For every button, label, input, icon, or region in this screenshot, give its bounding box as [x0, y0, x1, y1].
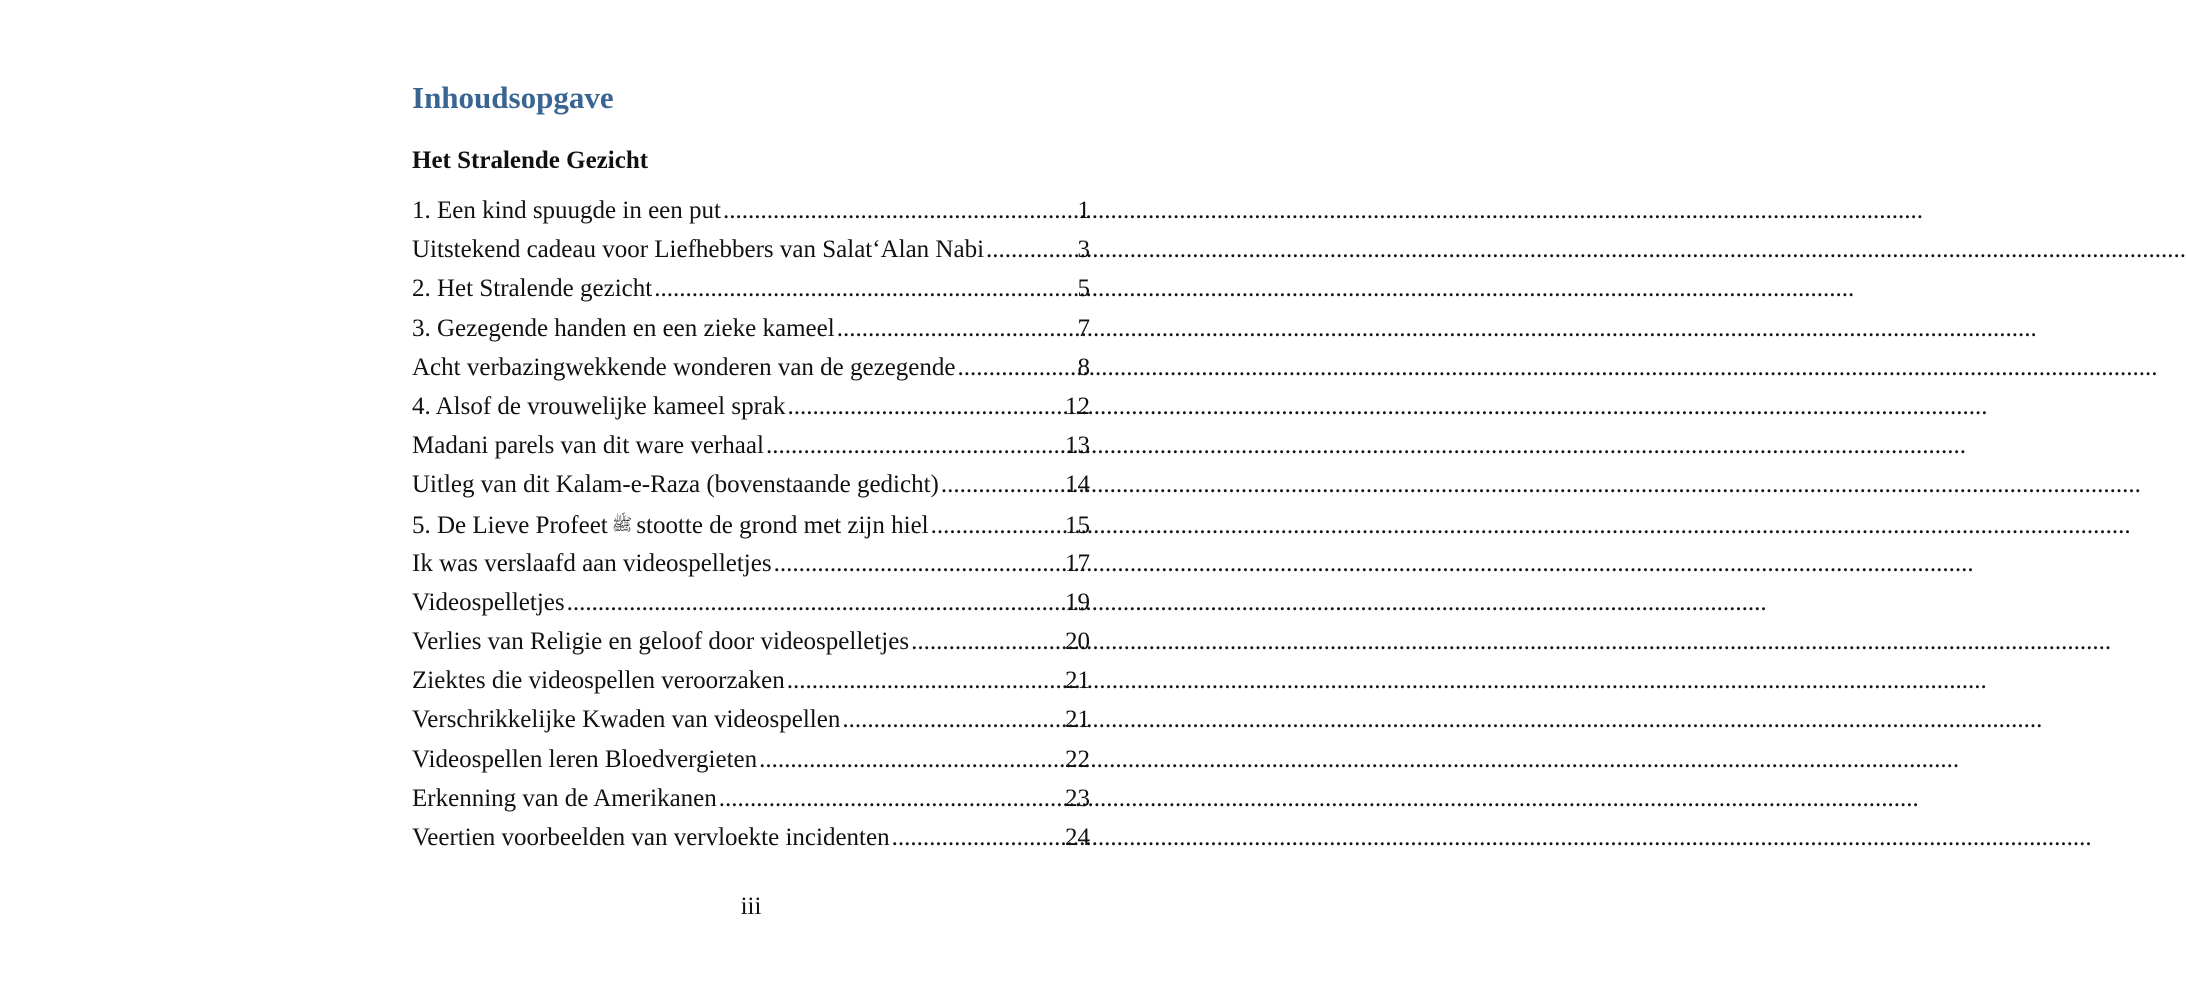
toc-entry[interactable] — [412, 428, 1090, 467]
toc-entry-text: Ziektes die videospellen veroorzaken — [412, 667, 785, 695]
toc-entry-page: 7 — [1077, 314, 1090, 342]
dot-leader — [719, 781, 1063, 817]
dot-leader — [892, 820, 1063, 856]
toc-entry[interactable] — [412, 781, 1090, 820]
toc-entry-page: 13 — [1065, 432, 1090, 460]
toc-entry-page: 3 — [1077, 236, 1090, 264]
toc-entry-page: 1 — [1077, 197, 1090, 224]
toc-entry-page: 15 — [1065, 511, 1090, 539]
toc-entry-page: 23 — [1065, 784, 1090, 812]
dot-leader — [654, 271, 1075, 307]
toc-entry-text: Veertien voorbeelden van vervloekte incidenten — [412, 824, 890, 851]
toc-entry-page: 19 — [1065, 588, 1090, 616]
toc-entry-text: 3. Gezegende handen en een zieke kameel — [412, 314, 835, 342]
toc-entry-text: 4. Alsof de vrouwelijke kameel sprak — [412, 392, 786, 420]
toc-entry[interactable] — [412, 311, 1090, 350]
toc-entry-page: 14 — [1065, 471, 1090, 499]
toc-entry[interactable] — [412, 232, 1090, 271]
toc-title: Inhoudsopgave — [412, 80, 614, 115]
toc-entry-text: Videospelletjes — [412, 588, 565, 616]
toc-entry-page: 24 — [1065, 824, 1090, 851]
toc-entry-text: Videospellen leren Bloedvergieten — [412, 745, 758, 773]
dot-leader — [837, 311, 1076, 347]
toc-entry[interactable] — [412, 663, 1090, 702]
toc-entry[interactable] — [412, 820, 1090, 859]
toc-entry-text: Verlies van Religie en geloof door videospelletjes — [412, 628, 910, 656]
toc-entry-text: 2. Het Stralende gezicht — [412, 275, 653, 303]
toc-entry-text: Verschrikkelijke Kwaden van videospellen — [412, 706, 841, 734]
toc-entry[interactable] — [412, 271, 1090, 310]
toc-entry[interactable] — [412, 389, 1090, 428]
dot-leader — [567, 585, 1063, 621]
toc-entry[interactable] — [412, 507, 1090, 546]
dot-leader — [931, 508, 1063, 544]
dot-leader — [911, 624, 1063, 660]
toc-entry-text: 1. Een kind spuugde in een put — [412, 197, 721, 224]
toc-entry-page: 21 — [1065, 667, 1090, 695]
toc-entry-page: 5 — [1077, 275, 1090, 303]
toc-entry-page: 20 — [1065, 628, 1090, 656]
dot-leader — [787, 663, 1063, 699]
toc-entry[interactable] — [412, 350, 1090, 389]
toc-entry[interactable] — [412, 585, 1090, 624]
toc-list — [412, 193, 1090, 859]
document-page — [412, 0, 1090, 1000]
toc-entry[interactable] — [412, 193, 1090, 232]
dot-leader — [759, 742, 1063, 778]
page-number: iii — [740, 893, 762, 920]
toc-entry[interactable] — [412, 624, 1090, 663]
toc-entry-text: Acht verbazingwekkende wonderen van de gezegende — [412, 353, 956, 381]
toc-entry-page: 17 — [1065, 549, 1090, 577]
dot-leader — [766, 428, 1063, 464]
toc-entry-text — [412, 507, 929, 544]
toc-entry-text: Madani parels van dit ware verhaal — [412, 432, 764, 460]
toc-entry[interactable] — [412, 702, 1090, 741]
toc-entry-page: 22 — [1065, 745, 1090, 773]
section-heading: Het Stralende Gezicht — [412, 147, 649, 174]
toc-entry[interactable] — [412, 742, 1090, 781]
toc-entry-text: Erkenning van de Amerikanen — [412, 784, 717, 812]
dot-leader — [723, 193, 1076, 229]
toc-entry-text: Uitstekend cadeau voor Liefhebbers van Salat‘Alan Nabi — [412, 236, 985, 264]
dot-leader — [774, 546, 1063, 582]
toc-entry-page: 12 — [1065, 392, 1090, 420]
toc-entry-text-after: stootte de grond met zijn hiel — [636, 511, 929, 539]
dot-leader — [958, 350, 1076, 386]
toc-entry[interactable] — [412, 546, 1090, 585]
dot-leader — [941, 467, 1063, 503]
dot-leader — [986, 232, 1075, 268]
salutation-symbol-icon: ﷺ — [611, 514, 633, 534]
toc-entry-text: Ik was verslaafd aan videospelletjes — [412, 549, 772, 577]
toc-entry-text: Uitleg van dit Kalam-e-Raza (bovenstaande gedicht) — [412, 471, 939, 499]
toc-entry-page: 8 — [1077, 353, 1090, 381]
dot-leader — [842, 702, 1063, 738]
toc-entry-text-before: 5. De Lieve Profeet — [412, 511, 608, 539]
toc-entry-page: 21 — [1065, 706, 1090, 734]
toc-entry[interactable] — [412, 467, 1090, 506]
dot-leader — [788, 389, 1063, 425]
